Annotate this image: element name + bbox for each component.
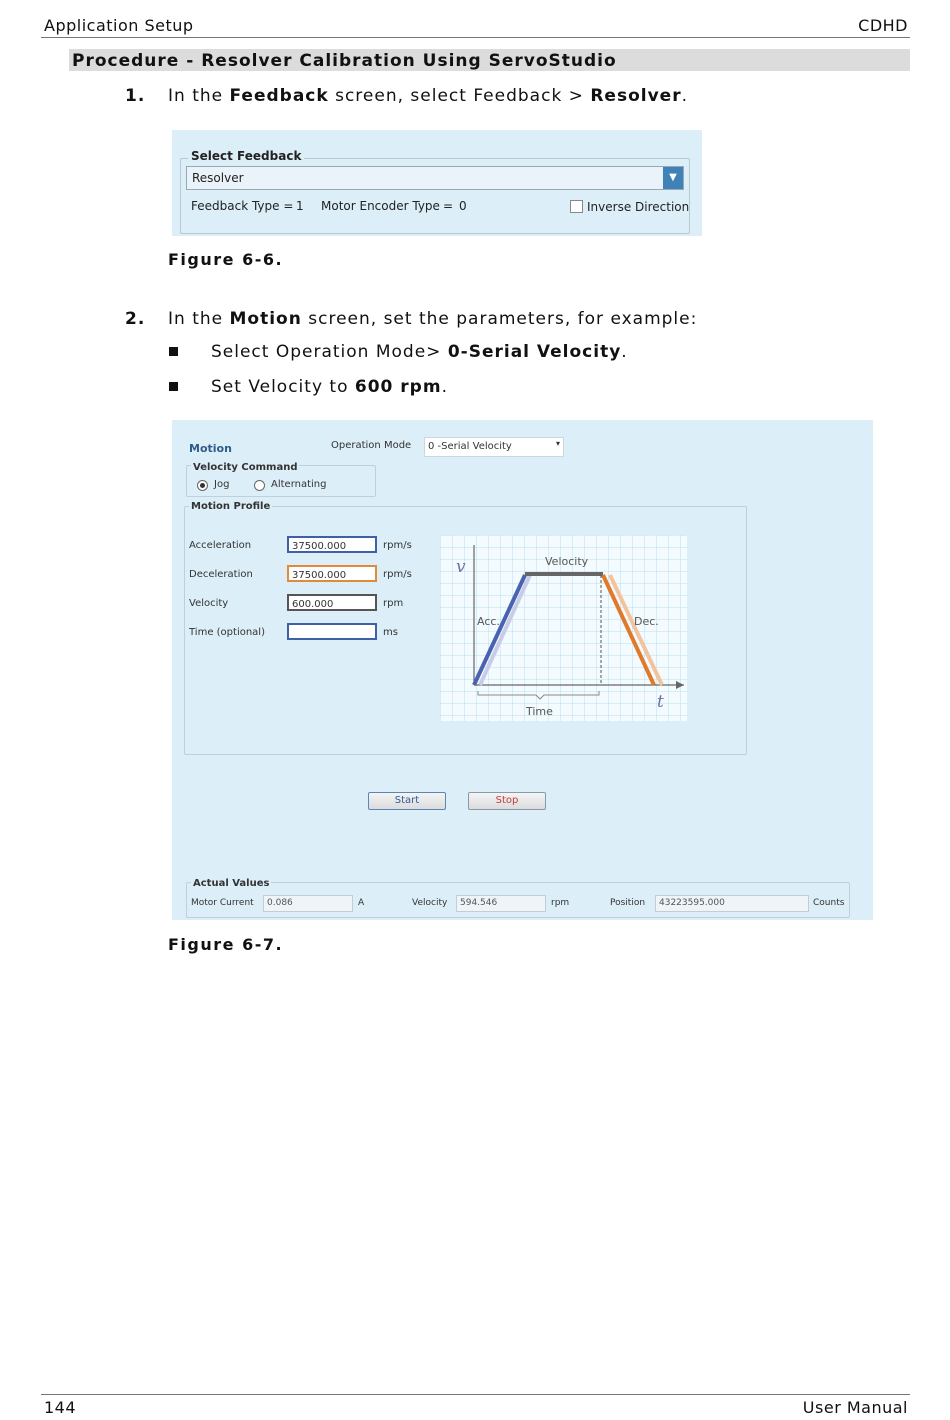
- operation-mode-dropdown[interactable]: [424, 437, 564, 457]
- jog-radio[interactable]: [197, 480, 208, 491]
- alternating-label: Alternating: [271, 479, 327, 490]
- operation-mode-label: Operation Mode: [331, 440, 412, 451]
- graph-t-label: t: [657, 692, 664, 712]
- time-optional-input[interactable]: [287, 623, 377, 640]
- graph-v-label: v: [456, 557, 466, 577]
- feedback-type-label: Feedback Type =: [191, 199, 294, 213]
- motor-encoder-type-value: 0: [459, 199, 467, 213]
- alternating-radio[interactable]: [254, 480, 265, 491]
- acceleration-unit: rpm/s: [383, 540, 412, 551]
- stop-button[interactable]: Stop: [468, 792, 546, 810]
- motion-profile-label: Motion Profile: [191, 501, 271, 512]
- bullet-velocity: Set Velocity to 600 rpm.: [211, 377, 448, 397]
- velocity-label: Velocity: [189, 598, 229, 609]
- chevron-down-icon[interactable]: ▼: [663, 167, 683, 189]
- graph-time-label: Time: [526, 705, 553, 718]
- footer-rule: [41, 1394, 910, 1395]
- inverse-direction-checkbox[interactable]: [570, 200, 583, 213]
- time-optional-label: Time (optional): [189, 627, 265, 638]
- position-unit: Counts: [813, 898, 845, 908]
- section-title: Procedure - Resolver Calibration Using ServoStudio: [72, 51, 617, 71]
- step-1-number: 1.: [125, 86, 146, 106]
- step-2-text: In the Motion screen, set the parameters, for example:: [168, 309, 698, 329]
- acceleration-input[interactable]: 37500.000: [287, 536, 377, 553]
- figure-6-7-motion-screen: [172, 420, 873, 920]
- position-readout: 43223595.000: [655, 895, 809, 912]
- bullet-square-icon: [169, 347, 178, 356]
- graph-velocity-label: Velocity: [545, 555, 589, 568]
- footer-right: User Manual: [802, 1398, 908, 1417]
- actual-velocity-label: Velocity: [412, 898, 448, 908]
- deceleration-label: Deceleration: [189, 569, 253, 580]
- header-rule: [41, 37, 910, 38]
- velocity-input[interactable]: 600.000: [287, 594, 377, 611]
- bullet-square-icon: [169, 382, 178, 391]
- velocity-profile-graph: [440, 535, 687, 721]
- motor-current-readout: 0.086: [263, 895, 353, 912]
- figure-6-6-caption: Figure 6-6.: [168, 250, 284, 269]
- chevron-down-icon[interactable]: ▾: [555, 439, 560, 448]
- deceleration-input[interactable]: 37500.000: [287, 565, 377, 582]
- motor-encoder-eq: =: [443, 199, 454, 213]
- actual-values-label: Actual Values: [193, 878, 270, 889]
- feedback-type-value: 1: [296, 199, 304, 213]
- bullet-operation-mode: Select Operation Mode> 0-Serial Velocity.: [211, 342, 628, 362]
- figure-6-6-select-feedback: [172, 130, 702, 236]
- deceleration-unit: rpm/s: [383, 569, 412, 580]
- actual-velocity-readout: 594.546: [456, 895, 546, 912]
- motion-title: Motion: [189, 442, 232, 455]
- step-1-text: In the Feedback screen, select Feedback > Resolver.: [168, 86, 688, 106]
- time-optional-unit: ms: [383, 627, 398, 638]
- inverse-direction-label: Inverse Direction: [587, 200, 690, 214]
- page-number: 144: [44, 1398, 77, 1417]
- step-2-number: 2.: [125, 309, 146, 329]
- velocity-command-label: Velocity Command: [193, 462, 298, 473]
- figure-6-7-caption: Figure 6-7.: [168, 935, 284, 954]
- operation-mode-value: 0 -Serial Velocity: [428, 441, 512, 452]
- feedback-select-value: Resolver: [192, 171, 244, 185]
- select-feedback-label: Select Feedback: [188, 149, 304, 163]
- header-left: Application Setup: [44, 16, 194, 35]
- motor-encoder-type-label: Motor Encoder Type: [321, 199, 440, 213]
- position-label: Position: [610, 898, 646, 908]
- feedback-select[interactable]: [186, 166, 684, 190]
- graph-acc-label: Acc.: [477, 615, 500, 628]
- header-right: CDHD: [858, 16, 908, 35]
- motor-current-label: Motor Current: [191, 898, 254, 908]
- acceleration-label: Acceleration: [189, 540, 252, 551]
- velocity-unit: rpm: [383, 598, 404, 609]
- graph-dec-label: Dec.: [634, 615, 659, 628]
- jog-label: Jog: [214, 479, 230, 490]
- motor-current-unit: A: [358, 898, 365, 908]
- start-button[interactable]: Start: [368, 792, 446, 810]
- actual-velocity-unit: rpm: [551, 898, 570, 908]
